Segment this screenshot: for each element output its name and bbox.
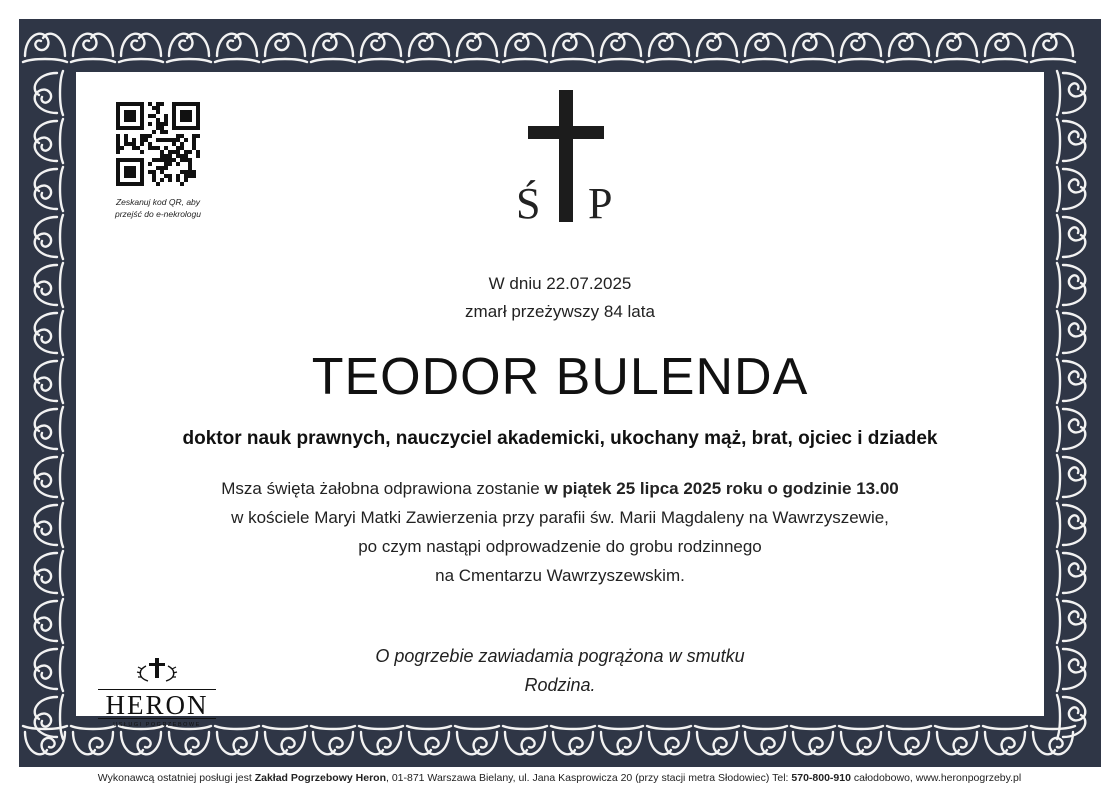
ornament-swirl <box>1057 215 1085 259</box>
ornament-swirl <box>35 503 63 547</box>
ornament-swirl <box>35 599 63 643</box>
ornament-swirl <box>503 34 547 62</box>
letter-s: Ś <box>516 179 541 228</box>
mass-line4: na Cmentarzu Wawrzyszewskim. <box>435 566 685 585</box>
footer-part2: , 01-871 Warszawa Bielany, ul. Jana Kasprowicza 20 (przy stacji metra Słodowiec) Tel: <box>385 772 792 784</box>
mass-line2: w kościele Maryi Matki Zawierzenia przy parafii św. Marii Magdaleny na Wawrzyszewie, <box>231 508 889 527</box>
ornament-swirl <box>35 215 63 259</box>
ornament-swirl <box>35 311 63 355</box>
ornament-swirl <box>1057 359 1085 403</box>
ornament-swirl <box>1057 551 1085 595</box>
ornament-swirl <box>791 726 835 754</box>
footer-part1: Wykonawcą ostatniej posługi jest <box>97 772 255 784</box>
ornament-swirl <box>35 119 63 163</box>
ornament-swirl <box>695 34 739 62</box>
ornament-swirl <box>647 726 691 754</box>
footer-part3: całodobowo, www.heronpogrzeby.pl <box>850 772 1022 784</box>
ornament-swirl <box>551 726 595 754</box>
ornamental-frame <box>19 19 1101 767</box>
ornament-swirl <box>23 34 67 62</box>
ornament-swirl <box>887 726 931 754</box>
ornament-swirl <box>839 34 883 62</box>
ornament-swirl <box>359 34 403 62</box>
ornament-swirl <box>35 167 63 211</box>
ornament-swirl <box>1057 407 1085 451</box>
ornament-swirl <box>599 34 643 62</box>
ornament-swirl <box>119 726 163 754</box>
ornament-swirl <box>1057 647 1085 691</box>
ornament-swirl <box>887 34 931 62</box>
closing-line2: Rodzina. <box>524 675 596 695</box>
ornament-swirl <box>215 34 259 62</box>
logo-name: HERON <box>98 689 216 719</box>
closing <box>76 642 1044 700</box>
ornament-swirl <box>1057 167 1085 211</box>
mass-when: w piątek 25 lipca 2025 roku o godzinie 13.00 <box>544 479 899 498</box>
mass-line3: po czym nastąpi odprowadzenie do grobu rodzinnego <box>358 537 762 556</box>
ornament-swirl <box>1057 503 1085 547</box>
heron-logo <box>96 656 218 728</box>
ornament-swirl <box>935 726 979 754</box>
ornament-swirl <box>983 726 1027 754</box>
ornament-swirl <box>791 34 835 62</box>
age-line: zmarł przeżywszy 84 lata <box>465 302 655 321</box>
ornament-swirl <box>455 726 499 754</box>
qr-block <box>103 102 213 220</box>
qr-caption-line2: przejść do e-nekrologu <box>115 209 201 219</box>
ornament-swirl <box>263 726 307 754</box>
ornament-swirl <box>167 34 211 62</box>
ornament-swirl <box>1057 119 1085 163</box>
ornament-swirl <box>503 726 547 754</box>
qr-caption <box>103 196 213 220</box>
death-info <box>76 270 1044 326</box>
notice-card <box>76 72 1044 728</box>
ornament-swirl <box>1031 726 1075 754</box>
ornament-swirl <box>311 726 355 754</box>
ornament-swirl <box>407 34 451 62</box>
mass-info <box>76 474 1044 590</box>
ornament-swirl <box>263 34 307 62</box>
ornament-swirl <box>743 34 787 62</box>
ornament-swirl <box>167 726 211 754</box>
ornament-swirl <box>215 726 259 754</box>
ornament-swirl <box>35 263 63 307</box>
deceased-name: TEODOR BULENDA <box>311 348 809 406</box>
ornament-swirl <box>983 34 1027 62</box>
ornament-swirl <box>1057 263 1085 307</box>
ornament-swirl <box>71 726 115 754</box>
footer-info <box>0 772 1119 784</box>
date-line: W dniu 22.07.2025 <box>488 274 632 293</box>
ornament-swirl <box>743 726 787 754</box>
ornament-swirl <box>35 455 63 499</box>
ornament-swirl <box>35 359 63 403</box>
closing-line1: O pogrzebie zawiadamia pogrążona w smutku <box>375 646 745 666</box>
ornament-swirl <box>599 726 643 754</box>
cross-header <box>506 90 626 230</box>
qr-code-icon <box>116 102 200 186</box>
ornament-swirl <box>1057 71 1085 115</box>
ornament-swirl <box>1057 455 1085 499</box>
ornament-swirl <box>35 695 63 739</box>
ornament-swirl <box>359 726 403 754</box>
logo-subtitle: USŁUGI POGRZEBOWE <box>113 722 201 728</box>
ornament-swirl <box>551 34 595 62</box>
ornament-swirl <box>935 34 979 62</box>
footer-phone: 570-800-910 <box>791 772 851 784</box>
ornament-swirl <box>839 726 883 754</box>
ornament-swirl <box>407 726 451 754</box>
ornament-swirl <box>455 34 499 62</box>
mass-line1 <box>76 474 1044 503</box>
logo-cross-wreath-icon <box>96 656 218 684</box>
footer-company: Zakład Pogrzebowy Heron <box>254 772 386 784</box>
ornament-swirl <box>35 71 63 115</box>
ornament-swirl <box>35 551 63 595</box>
ornament-swirl <box>1031 34 1075 62</box>
deceased-titles: doktor nauk prawnych, nauczyciel akademicki, ukochany mąż, brat, ojciec i dziadek <box>182 428 938 449</box>
ornament-swirl <box>35 407 63 451</box>
ornament-swirl <box>647 34 691 62</box>
ornament-swirl <box>1057 695 1085 739</box>
ornament-swirl <box>35 647 63 691</box>
qr-caption-line1: Zeskanuj kod QR, aby <box>115 197 201 207</box>
ornament-swirl <box>1057 311 1085 355</box>
ornament-swirl <box>695 726 739 754</box>
ornament-swirl <box>71 34 115 62</box>
mass-intro: Msza święta żałobna odprawiona zostanie <box>221 479 545 498</box>
ornament-swirl <box>119 34 163 62</box>
ornament-swirl <box>311 34 355 62</box>
letter-p: P <box>588 179 613 228</box>
ornament-swirl <box>1057 599 1085 643</box>
